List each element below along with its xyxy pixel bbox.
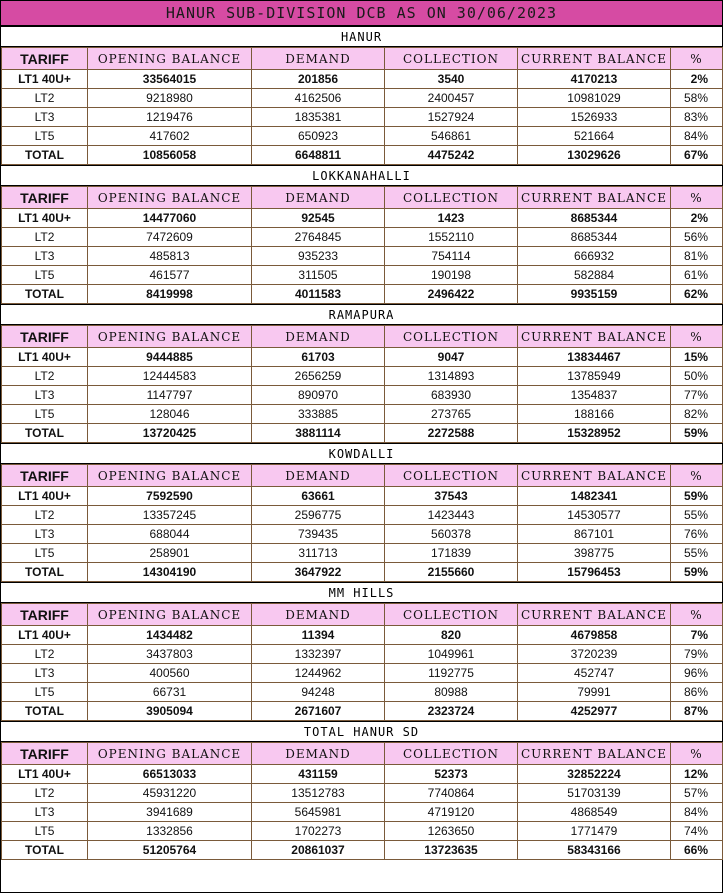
cell-opening-balance: 66731	[88, 683, 252, 702]
report-title: HANUR SUB-DIVISION DCB AS ON 30/06/2023	[1, 1, 722, 26]
cell-tariff: LT5	[2, 127, 88, 146]
header-opening-balance: OPENING BALANCE	[88, 465, 252, 487]
row-lt3	[2, 247, 723, 266]
cell-opening-balance: 14304190	[88, 563, 252, 582]
cell-demand: 890970	[252, 386, 385, 405]
cell-collection: 2496422	[385, 285, 518, 304]
cell-tariff: LT2	[2, 367, 88, 386]
cell-demand: 3647922	[252, 563, 385, 582]
cell-tariff: LT2	[2, 89, 88, 108]
cell-collection: 273765	[385, 405, 518, 424]
cell-collection: 1423443	[385, 506, 518, 525]
header-tariff: TARIFF	[2, 48, 88, 70]
cell-collection: 171839	[385, 544, 518, 563]
row-lt2	[2, 645, 723, 664]
dcb-table	[1, 742, 723, 860]
header-current-balance: CURRENT BALANCE	[518, 326, 671, 348]
row-lt2	[2, 784, 723, 803]
row-lt5	[2, 266, 723, 285]
cell-percent: 74%	[671, 822, 723, 841]
cell-tariff: LT1 40U+	[2, 487, 88, 506]
cell-percent: 84%	[671, 803, 723, 822]
row-lt1-40u	[2, 626, 723, 645]
header-opening-balance: OPENING BALANCE	[88, 326, 252, 348]
header-collection: COLLECTION	[385, 743, 518, 765]
row-lt5	[2, 683, 723, 702]
cell-tariff: LT5	[2, 405, 88, 424]
cell-tariff: LT3	[2, 664, 88, 683]
dcb-table	[1, 603, 723, 721]
cell-collection: 7740864	[385, 784, 518, 803]
cell-tariff: LT1 40U+	[2, 626, 88, 645]
cell-current-balance: 15796453	[518, 563, 671, 582]
cell-collection: 2400457	[385, 89, 518, 108]
cell-percent: 96%	[671, 664, 723, 683]
cell-collection: 190198	[385, 266, 518, 285]
cell-collection: 13723635	[385, 841, 518, 860]
cell-tariff: LT5	[2, 683, 88, 702]
row-lt5	[2, 405, 723, 424]
cell-demand: 2671607	[252, 702, 385, 721]
cell-demand: 1244962	[252, 664, 385, 683]
dcb-table	[1, 325, 723, 443]
section-title: TOTAL HANUR SD	[1, 721, 722, 742]
cell-collection: 37543	[385, 487, 518, 506]
cell-current-balance: 15328952	[518, 424, 671, 443]
cell-demand: 739435	[252, 525, 385, 544]
cell-opening-balance: 3437803	[88, 645, 252, 664]
cell-current-balance: 51703139	[518, 784, 671, 803]
cell-tariff: LT3	[2, 525, 88, 544]
table-header-row	[2, 604, 723, 626]
cell-current-balance: 32852224	[518, 765, 671, 784]
cell-tariff: TOTAL	[2, 146, 88, 165]
cell-opening-balance: 128046	[88, 405, 252, 424]
header-opening-balance: OPENING BALANCE	[88, 743, 252, 765]
cell-tariff: LT3	[2, 803, 88, 822]
cell-percent: 58%	[671, 89, 723, 108]
cell-tariff: LT3	[2, 386, 88, 405]
cell-opening-balance: 13720425	[88, 424, 252, 443]
cell-demand: 94248	[252, 683, 385, 702]
cell-collection: 1527924	[385, 108, 518, 127]
header-demand: DEMAND	[252, 604, 385, 626]
cell-demand: 1332397	[252, 645, 385, 664]
cell-opening-balance: 14477060	[88, 209, 252, 228]
header-tariff: TARIFF	[2, 604, 88, 626]
cell-collection: 2272588	[385, 424, 518, 443]
cell-opening-balance: 688044	[88, 525, 252, 544]
cell-demand: 6648811	[252, 146, 385, 165]
cell-current-balance: 8685344	[518, 228, 671, 247]
section-title: MM HILLS	[1, 582, 722, 603]
cell-percent: 76%	[671, 525, 723, 544]
cell-opening-balance: 12444583	[88, 367, 252, 386]
row-total	[2, 841, 723, 860]
cell-demand: 2764845	[252, 228, 385, 247]
dcb-table	[1, 47, 723, 165]
cell-demand: 11394	[252, 626, 385, 645]
cell-current-balance: 582884	[518, 266, 671, 285]
cell-current-balance: 14530577	[518, 506, 671, 525]
section-title: HANUR	[1, 26, 722, 47]
cell-tariff: LT2	[2, 645, 88, 664]
cell-current-balance: 666932	[518, 247, 671, 266]
cell-tariff: LT1 40U+	[2, 209, 88, 228]
cell-percent: 84%	[671, 127, 723, 146]
cell-current-balance: 1771479	[518, 822, 671, 841]
header-demand: DEMAND	[252, 743, 385, 765]
cell-collection: 1423	[385, 209, 518, 228]
cell-collection: 546861	[385, 127, 518, 146]
cell-demand: 311713	[252, 544, 385, 563]
row-lt1-40u	[2, 70, 723, 89]
header-percent: %	[671, 743, 723, 765]
cell-demand: 650923	[252, 127, 385, 146]
cell-collection: 1263650	[385, 822, 518, 841]
cell-opening-balance: 13357245	[88, 506, 252, 525]
cell-collection: 9047	[385, 348, 518, 367]
cell-tariff: LT5	[2, 266, 88, 285]
row-lt3	[2, 525, 723, 544]
cell-tariff: TOTAL	[2, 702, 88, 721]
cell-current-balance: 58343166	[518, 841, 671, 860]
cell-percent: 62%	[671, 285, 723, 304]
cell-collection: 1192775	[385, 664, 518, 683]
cell-demand: 1702273	[252, 822, 385, 841]
cell-collection: 4719120	[385, 803, 518, 822]
cell-demand: 61703	[252, 348, 385, 367]
cell-current-balance: 13029626	[518, 146, 671, 165]
sections-container	[1, 26, 722, 860]
cell-opening-balance: 3905094	[88, 702, 252, 721]
cell-current-balance: 188166	[518, 405, 671, 424]
cell-percent: 55%	[671, 506, 723, 525]
header-opening-balance: OPENING BALANCE	[88, 604, 252, 626]
cell-percent: 2%	[671, 209, 723, 228]
header-opening-balance: OPENING BALANCE	[88, 187, 252, 209]
cell-percent: 2%	[671, 70, 723, 89]
cell-opening-balance: 66513033	[88, 765, 252, 784]
cell-opening-balance: 9218980	[88, 89, 252, 108]
cell-tariff: LT1 40U+	[2, 348, 88, 367]
cell-tariff: LT2	[2, 228, 88, 247]
row-total	[2, 702, 723, 721]
cell-collection: 3540	[385, 70, 518, 89]
section-title: LOKKANAHALLI	[1, 165, 722, 186]
row-lt5	[2, 822, 723, 841]
cell-collection: 2323724	[385, 702, 518, 721]
cell-percent: 83%	[671, 108, 723, 127]
cell-collection: 52373	[385, 765, 518, 784]
cell-percent: 87%	[671, 702, 723, 721]
cell-opening-balance: 417602	[88, 127, 252, 146]
cell-demand: 63661	[252, 487, 385, 506]
cell-tariff: LT3	[2, 108, 88, 127]
cell-tariff: LT1 40U+	[2, 765, 88, 784]
cell-opening-balance: 8419998	[88, 285, 252, 304]
cell-collection: 4475242	[385, 146, 518, 165]
cell-demand: 13512783	[252, 784, 385, 803]
row-total	[2, 563, 723, 582]
table-header-row	[2, 465, 723, 487]
row-lt1-40u	[2, 209, 723, 228]
cell-opening-balance: 1434482	[88, 626, 252, 645]
header-current-balance: CURRENT BALANCE	[518, 187, 671, 209]
row-lt1-40u	[2, 765, 723, 784]
cell-percent: 77%	[671, 386, 723, 405]
cell-tariff: LT1 40U+	[2, 70, 88, 89]
row-lt2	[2, 506, 723, 525]
cell-demand: 4011583	[252, 285, 385, 304]
cell-opening-balance: 51205764	[88, 841, 252, 860]
cell-current-balance: 4252977	[518, 702, 671, 721]
row-lt3	[2, 803, 723, 822]
header-demand: DEMAND	[252, 465, 385, 487]
cell-opening-balance: 485813	[88, 247, 252, 266]
cell-demand: 4162506	[252, 89, 385, 108]
cell-percent: 15%	[671, 348, 723, 367]
cell-collection: 1552110	[385, 228, 518, 247]
cell-current-balance: 8685344	[518, 209, 671, 228]
table-header-row	[2, 743, 723, 765]
cell-tariff: TOTAL	[2, 841, 88, 860]
cell-opening-balance: 9444885	[88, 348, 252, 367]
cell-percent: 57%	[671, 784, 723, 803]
section-title: RAMAPURA	[1, 304, 722, 325]
cell-collection: 754114	[385, 247, 518, 266]
header-demand: DEMAND	[252, 187, 385, 209]
cell-demand: 935233	[252, 247, 385, 266]
row-lt5	[2, 544, 723, 563]
header-current-balance: CURRENT BALANCE	[518, 604, 671, 626]
header-percent: %	[671, 187, 723, 209]
cell-current-balance: 398775	[518, 544, 671, 563]
cell-tariff: TOTAL	[2, 563, 88, 582]
header-percent: %	[671, 604, 723, 626]
cell-collection: 683930	[385, 386, 518, 405]
cell-tariff: TOTAL	[2, 285, 88, 304]
section-title: KOWDALLI	[1, 443, 722, 464]
cell-percent: 67%	[671, 146, 723, 165]
header-current-balance: CURRENT BALANCE	[518, 465, 671, 487]
cell-percent: 55%	[671, 544, 723, 563]
cell-opening-balance: 10856058	[88, 146, 252, 165]
cell-current-balance: 4170213	[518, 70, 671, 89]
header-current-balance: CURRENT BALANCE	[518, 48, 671, 70]
cell-tariff: LT5	[2, 822, 88, 841]
cell-collection: 1314893	[385, 367, 518, 386]
cell-percent: 79%	[671, 645, 723, 664]
cell-collection: 1049961	[385, 645, 518, 664]
cell-demand: 431159	[252, 765, 385, 784]
cell-collection: 2155660	[385, 563, 518, 582]
row-lt2	[2, 89, 723, 108]
cell-percent: 81%	[671, 247, 723, 266]
cell-opening-balance: 33564015	[88, 70, 252, 89]
cell-opening-balance: 258901	[88, 544, 252, 563]
cell-collection: 560378	[385, 525, 518, 544]
table-header-row	[2, 326, 723, 348]
header-tariff: TARIFF	[2, 326, 88, 348]
cell-percent: 56%	[671, 228, 723, 247]
cell-current-balance: 13834467	[518, 348, 671, 367]
row-lt1-40u	[2, 348, 723, 367]
cell-current-balance: 4679858	[518, 626, 671, 645]
cell-demand: 92545	[252, 209, 385, 228]
header-current-balance: CURRENT BALANCE	[518, 743, 671, 765]
cell-current-balance: 867101	[518, 525, 671, 544]
header-tariff: TARIFF	[2, 465, 88, 487]
cell-percent: 59%	[671, 424, 723, 443]
cell-percent: 50%	[671, 367, 723, 386]
cell-demand: 5645981	[252, 803, 385, 822]
cell-current-balance: 1482341	[518, 487, 671, 506]
header-collection: COLLECTION	[385, 604, 518, 626]
cell-percent: 61%	[671, 266, 723, 285]
cell-current-balance: 452747	[518, 664, 671, 683]
dcb-table	[1, 464, 723, 582]
cell-percent: 66%	[671, 841, 723, 860]
row-lt2	[2, 367, 723, 386]
cell-current-balance: 521664	[518, 127, 671, 146]
cell-demand: 1835381	[252, 108, 385, 127]
cell-opening-balance: 1332856	[88, 822, 252, 841]
header-tariff: TARIFF	[2, 743, 88, 765]
cell-tariff: LT5	[2, 544, 88, 563]
cell-current-balance: 1354837	[518, 386, 671, 405]
cell-current-balance: 13785949	[518, 367, 671, 386]
header-collection: COLLECTION	[385, 48, 518, 70]
cell-tariff: LT2	[2, 506, 88, 525]
table-header-row	[2, 187, 723, 209]
row-lt5	[2, 127, 723, 146]
cell-opening-balance: 1219476	[88, 108, 252, 127]
header-opening-balance: OPENING BALANCE	[88, 48, 252, 70]
cell-collection: 80988	[385, 683, 518, 702]
cell-current-balance: 10981029	[518, 89, 671, 108]
table-header-row	[2, 48, 723, 70]
cell-current-balance: 9935159	[518, 285, 671, 304]
row-total	[2, 146, 723, 165]
cell-percent: 59%	[671, 563, 723, 582]
cell-percent: 59%	[671, 487, 723, 506]
header-collection: COLLECTION	[385, 465, 518, 487]
cell-tariff: LT2	[2, 784, 88, 803]
header-demand: DEMAND	[252, 48, 385, 70]
cell-opening-balance: 7592590	[88, 487, 252, 506]
header-percent: %	[671, 326, 723, 348]
cell-opening-balance: 7472609	[88, 228, 252, 247]
cell-opening-balance: 45931220	[88, 784, 252, 803]
row-lt2	[2, 228, 723, 247]
cell-demand: 3881114	[252, 424, 385, 443]
row-total	[2, 424, 723, 443]
header-tariff: TARIFF	[2, 187, 88, 209]
header-demand: DEMAND	[252, 326, 385, 348]
header-percent: %	[671, 48, 723, 70]
dcb-table	[1, 186, 723, 304]
cell-percent: 86%	[671, 683, 723, 702]
cell-demand: 311505	[252, 266, 385, 285]
cell-demand: 201856	[252, 70, 385, 89]
row-lt3	[2, 108, 723, 127]
cell-demand: 333885	[252, 405, 385, 424]
cell-tariff: TOTAL	[2, 424, 88, 443]
header-percent: %	[671, 465, 723, 487]
cell-demand: 2656259	[252, 367, 385, 386]
cell-opening-balance: 400560	[88, 664, 252, 683]
cell-opening-balance: 461577	[88, 266, 252, 285]
cell-opening-balance: 3941689	[88, 803, 252, 822]
row-total	[2, 285, 723, 304]
cell-current-balance: 3720239	[518, 645, 671, 664]
cell-tariff: LT3	[2, 247, 88, 266]
cell-percent: 12%	[671, 765, 723, 784]
row-lt3	[2, 386, 723, 405]
header-collection: COLLECTION	[385, 326, 518, 348]
cell-current-balance: 1526933	[518, 108, 671, 127]
cell-collection: 820	[385, 626, 518, 645]
cell-percent: 82%	[671, 405, 723, 424]
cell-opening-balance: 1147797	[88, 386, 252, 405]
row-lt1-40u	[2, 487, 723, 506]
cell-percent: 7%	[671, 626, 723, 645]
cell-demand: 2596775	[252, 506, 385, 525]
cell-current-balance: 4868549	[518, 803, 671, 822]
row-lt3	[2, 664, 723, 683]
cell-current-balance: 79991	[518, 683, 671, 702]
cell-demand: 20861037	[252, 841, 385, 860]
header-collection: COLLECTION	[385, 187, 518, 209]
